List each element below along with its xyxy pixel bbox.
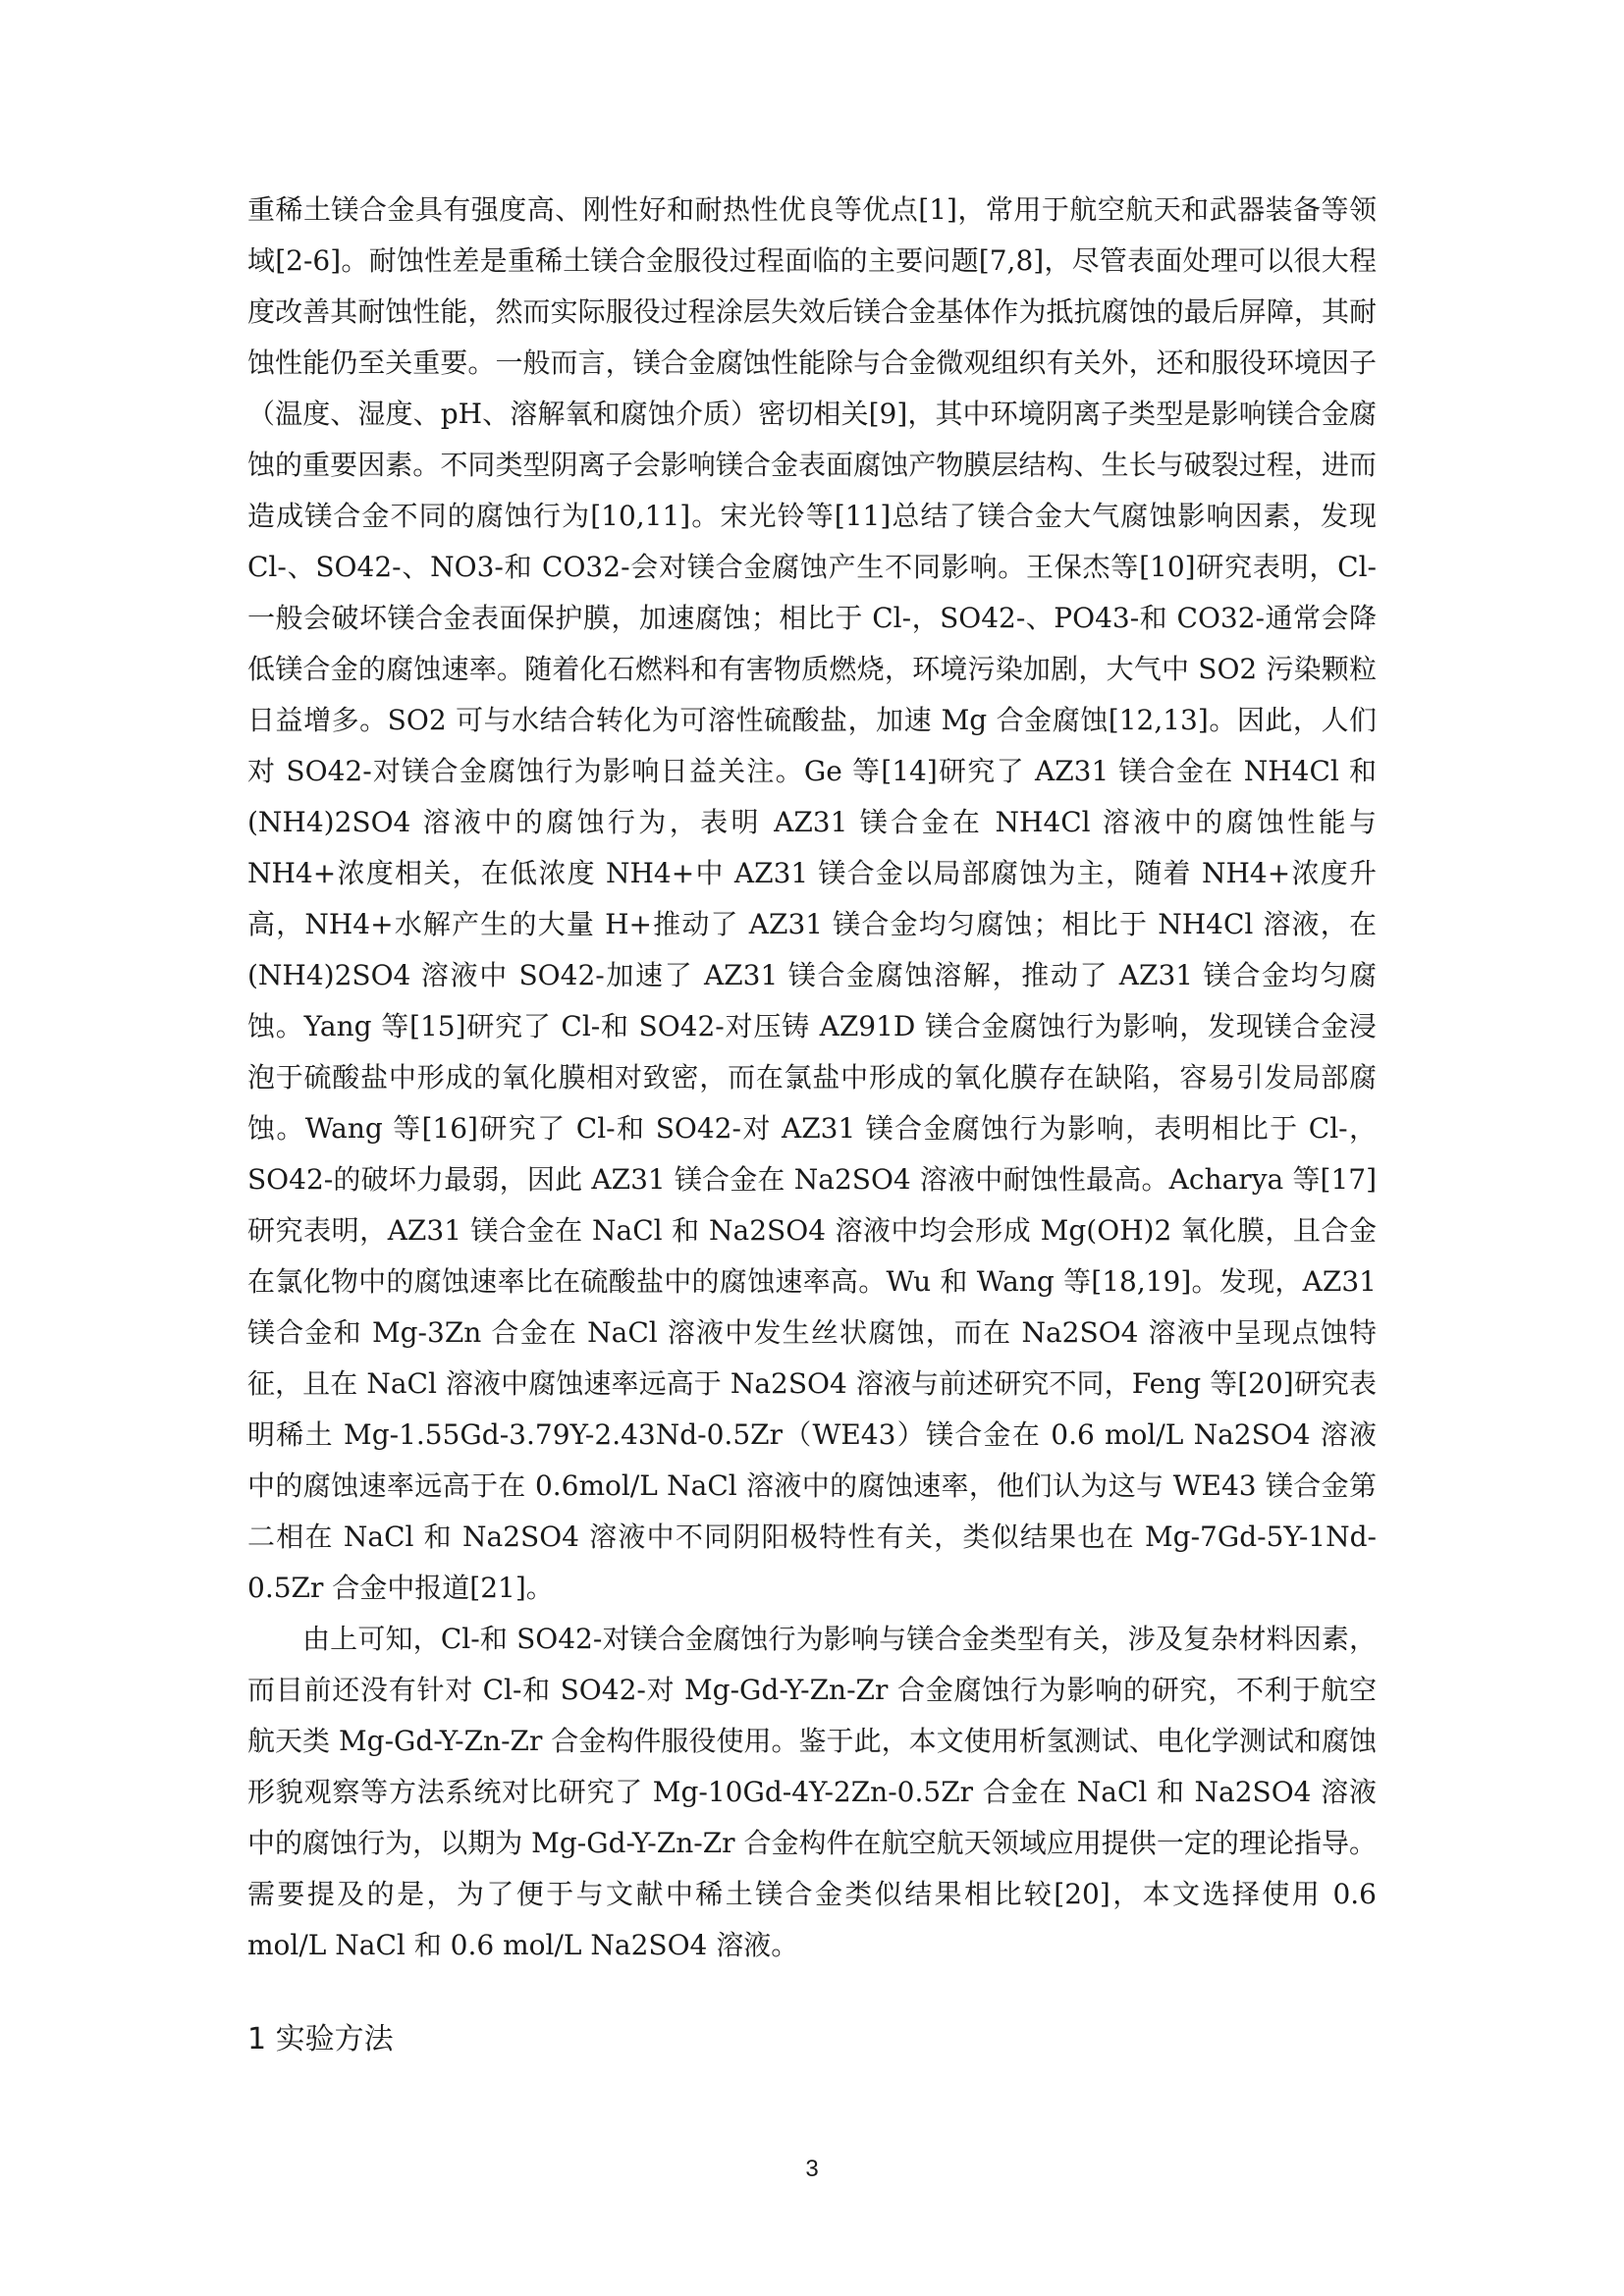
section-heading: 1 实验方法 — [247, 2022, 394, 2056]
paragraph-2: 由上可知，Cl-和 SO42-对镁合金腐蚀行为影响与镁合金类型有关，涉及复杂材料因素，而目前还没有针对 Cl-和 SO42-对 Mg-Gd-Y-Zn-Zr 合金腐蚀行为影响的研究，不利于航空航天类 Mg-Gd-Y-Zn-Zr 合金构件服役使用。鉴于此，本文使用析氢测试、电化学测试和腐蚀形貌观察等方法系统对比研究了 Mg-10Gd-4Y-2Zn-0.5Zr 合金在 NaCl 和 Na2SO4 溶液中的腐蚀行为，以期为 Mg-Gd-Y-Zn-Zr 合金构件在航空航天领域应用提供一定的理论指导。需要提及的是，为了便于与文献中稀土镁合金类似结果相比较[20]，本文选择使用 0.6 mol/L NaCl 和 0.6 mol/L Na2SO4 溶液。 — [247, 1623, 1377, 1961]
page-number: 3 — [805, 2156, 819, 2182]
body-text — [247, 185, 1377, 1971]
paragraph-1: 重稀土镁合金具有强度高、刚性好和耐热性优良等优点[1]，常用于航空航天和武器装备等领域[2-6]。耐蚀性差是重稀土镁合金服役过程面临的主要问题[7,8]，尽管表面处理可以很大程度改善其耐蚀性能，然而实际服役过程涂层失效后镁合金基体作为抵抗腐蚀的最后屏障，其耐蚀性能仍至关重要。一般而言，镁合金腐蚀性能除与合金微观组织有关外，还和服役环境因子（温度、湿度、pH、溶解氧和腐蚀介质）密切相关[9]，其中环境阴离子类型是影响镁合金腐蚀的重要因素。不同类型阴离子会影响镁合金表面腐蚀产物膜层结构、生长与破裂过程，进而造成镁合金不同的腐蚀行为[10,11]。宋光铃等[11]总结了镁合金大气腐蚀影响因素，发现 Cl-、SO42-、NO3-和 CO32-会对镁合金腐蚀产生不同影响。王保杰等[10]研究表明，Cl-一般会破坏镁合金表面保护膜，加速腐蚀；相比于 Cl-，SO42-、PO43-和 CO32-通常会降低镁合金的腐蚀速率。随着化石燃料和有害物质燃烧，环境污染加剧，大气中 SO2 污染颗粒日益增多。SO2 可与水结合转化为可溶性硫酸盐，加速 Mg 合金腐蚀[12,13]。因此，人们对 SO42-对镁合金腐蚀行为影响日益关注。Ge 等[14]研究了 AZ31 镁合金在 NH4Cl 和(NH4)2SO4 溶液中的腐蚀行为，表明 AZ31 镁合金在 NH4Cl 溶液中的腐蚀性能与 NH4+浓度相关，在低浓度 NH4+中 AZ31 镁合金以局部腐蚀为主，随着 NH4+浓度升高，NH4+水解产生的大量 H+推动了 AZ31 镁合金均匀腐蚀；相比于 NH4Cl 溶液，在(NH4)2SO4 溶液中 SO42-加速了 AZ31 镁合金腐蚀溶解，推动了 AZ31 镁合金均匀腐蚀。Yang 等[15]研究了 Cl-和 SO42-对压铸 AZ91D 镁合金腐蚀行为影响，发现镁合金浸泡于硫酸盐中形成的氧化膜相对致密，而在氯盐中形成的氧化膜存在缺陷，容易引发局部腐蚀。Wang 等[16]研究了 Cl-和 SO42-对 AZ31 镁合金腐蚀行为影响，表明相比于 Cl-，SO42-的破坏力最弱，因此 AZ31 镁合金在 Na2SO4 溶液中耐蚀性最高。Acharya 等[17]研究表明，AZ31 镁合金在 NaCl 和 Na2SO4 溶液中均会形成 Mg(OH)2 氧化膜，且合金在氯化物中的腐蚀速率比在硫酸盐中的腐蚀速率高。Wu 和 Wang 等[18,19]。发现，AZ31 镁合金和 Mg-3Zn 合金在 NaCl 溶液中发生丝状腐蚀，而在 Na2SO4 溶液中呈现点蚀特征，且在 NaCl 溶液中腐蚀速率远高于 Na2SO4 溶液与前述研究不同，Feng 等[20]研究表明稀土 Mg-1.55Gd-3.79Y-2.43Nd-0.5Zr（WE43）镁合金在 0.6 mol/L Na2SO4 溶液中的腐蚀速率远高于在 0.6mol/L NaCl 溶液中的腐蚀速率，他们认为这与 WE43 镁合金第二相在 NaCl 和 Na2SO4 溶液中不同阴阳极特性有关，类似结果也在 Mg-7Gd-5Y-1Nd-0.5Zr 合金中报道[21]。 — [247, 193, 1377, 1604]
